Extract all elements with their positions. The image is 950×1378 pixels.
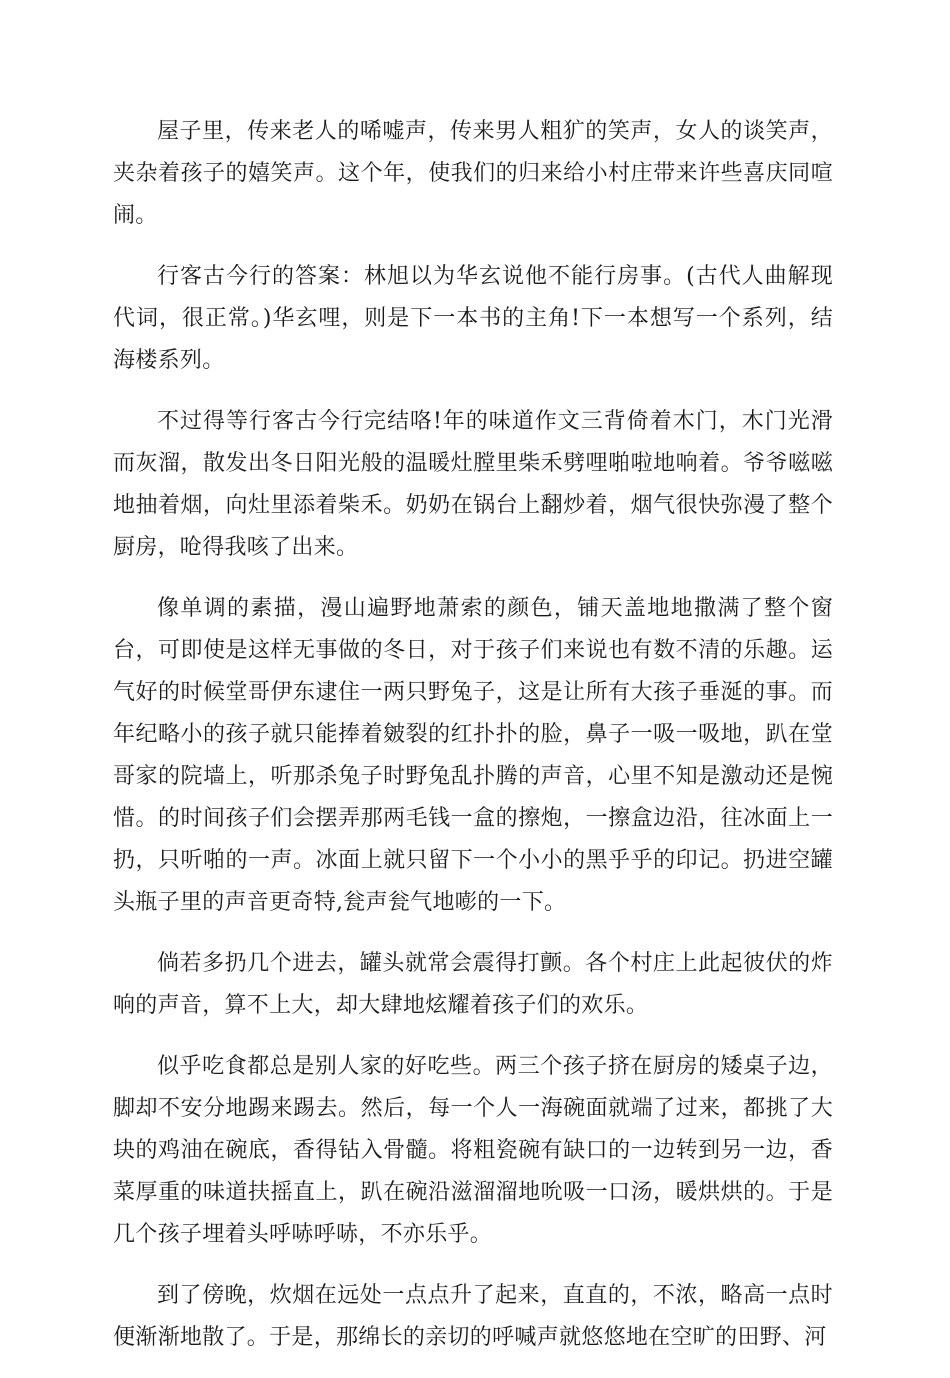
- paragraph-6: 似乎吃食都总是别人家的好吃些。两三个孩子挤在厨房的矮桌子边，脚却不安分地踢来踢去。然后，每一个人一海碗面就端了过来，都挑了大块的鸡油在碗底，香得钻入骨髓。将粗瓷碗有缺口的一边转到另一边，香菜厚重的味道扶摇直上，趴在碗沿滋溜溜地吮吸一口汤，暖烘烘的。于是几个孩子埋着头呼哧呼哧，不亦乐乎。: [113, 1054, 833, 1247]
- document-page: [113, 111, 833, 1378]
- paragraph-7: 到了傍晚，炊烟在远处一点点升了起来，直直的，不浓，略高一点时便渐渐地散了。于是，那绵长的亲切的呼喊声就悠悠地在空旷的田野、河: [113, 1283, 833, 1350]
- paragraph-4: 像单调的素描，漫山遍野地萧索的颜色，铺天盖地地撒满了整个窗台，可即使是这样无事做的冬日，对于孩子们来说也有数不清的乐趣。运气好的时候堂哥伊东逮住一两只野兔子，这是让所有大孩子垂涎的事。而年纪略小的孩子就只能捧着皴裂的红扑扑的脸，鼻子一吸一吸地，趴在堂哥家的院墙上，听那杀兔子时野兔乱扑腾的声音，心里不知是激动还是惋惜。的时间孩子们会摆弄那两毛钱一盒的擦炮，一擦盒边沿，往冰面上一扔，只听啪的一声。冰面上就只留下一个小小的黑乎乎的印记。扔进空罐头瓶子里的声音更奇特,瓮声瓮气地嘭的一下。: [113, 596, 833, 915]
- paragraph-2: 行客古今行的答案：林旭以为华玄说他不能行房事。(古代人曲解现代词，很正常。)华玄哩，则是下一本书的主角!下一本想写一个系列，结海楼系列。: [113, 264, 833, 373]
- paragraph-3: 不过得等行客古今行完结咯!年的味道作文三背倚着木门，木门光滑而灰溜，散发出冬日阳光般的温暖灶膛里柴禾劈哩啪啦地响着。爷爷嗞嗞地抽着烟，向灶里添着柴禾。奶奶在锅台上翻炒着，烟气很快弥漫了整个厨房，呛得我咳了出来。: [113, 409, 833, 560]
- paragraph-5: 倘若多扔几个进去，罐头就常会震得打颤。各个村庄上此起彼伏的炸响的声音，算不上大，却大肆地炫耀着孩子们的欢乐。: [113, 951, 833, 1018]
- paragraph-1: 屋子里，传来老人的唏嘘声，传来男人粗犷的笑声，女人的谈笑声，夹杂着孩子的嬉笑声。这个年，使我们的归来给小村庄带来许些喜庆同喧闹。: [113, 119, 833, 228]
